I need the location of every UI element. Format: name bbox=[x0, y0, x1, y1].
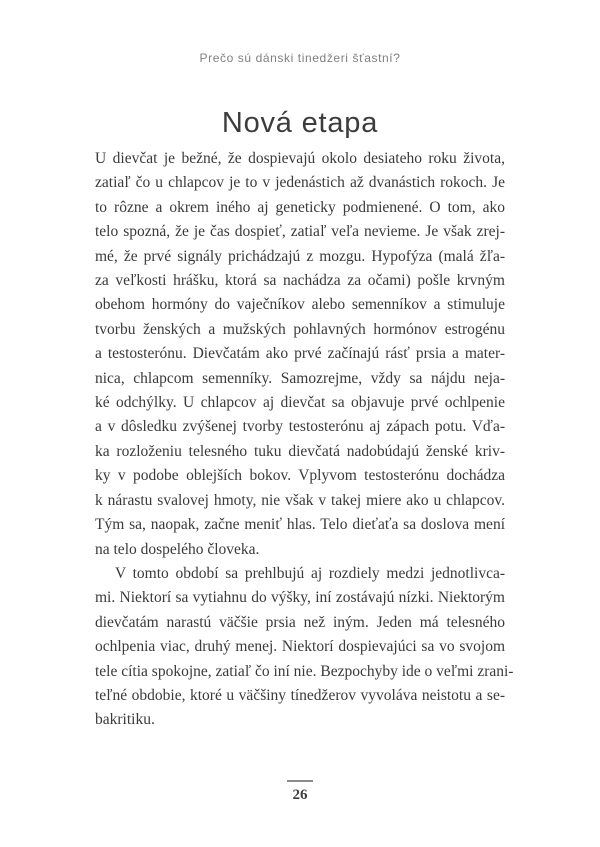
text-line: telo spozná, že je čas dospieť, zatiaľ veľa nevieme. Je však zrej- bbox=[95, 223, 505, 241]
text-line: zatiaľ čo u chlapcov je to v jedenástich až dvanástich rokoch. Je bbox=[95, 174, 505, 192]
text-line: teľné obdobie, ktoré u väčšiny tínedžerov vyvoláva neistotu a se- bbox=[95, 686, 505, 704]
text-line: ka rozloženiu telesného tuku dievčatá nadobúdajú ženské kriv- bbox=[95, 442, 505, 460]
text-line: za veľkosti hrášku, ktorá sa nachádza za očami) pošle krvným bbox=[95, 272, 505, 290]
text-line: to rôzne a okrem iného aj geneticky podmienené. O tom, ako bbox=[95, 198, 505, 216]
text-line: dievčatám narastú väčšie prsia než iným. Jeden má telesného bbox=[95, 613, 505, 631]
text-line: Tým sa, naopak, začne meniť hlas. Telo dieťaťa sa doslova mení bbox=[95, 516, 505, 534]
text-line: U dievčat je bežné, že dospievajú okolo desiateho roku života, bbox=[95, 150, 505, 167]
text-line: a v dôsledku zvýšenej tvorby testosterónu aj zápach potu. Vďa- bbox=[95, 418, 505, 436]
text-line: na telo dospelého človeka. bbox=[95, 540, 260, 558]
text-line: k nárastu svalovej hmoty, nie však v takej miere ako u chlapcov. bbox=[95, 491, 505, 509]
text-line: nica, chlapcom semenníky. Samozrejme, vždy sa nájdu neja- bbox=[95, 369, 505, 387]
text-line: tele cítia spokojne, zatiaľ čo iní nie. Bezpochyby ide o veľmi zrani- bbox=[95, 662, 514, 680]
footer-rule bbox=[287, 780, 313, 782]
text-line: mé, že prvé signály prichádzajú z mozgu. Hypofýza (malá žľa- bbox=[95, 247, 505, 265]
text-line: tvorbu ženských a mužských pohlavných hormónov estrogénu bbox=[95, 320, 505, 338]
text-line: ochlpenia viac, druhý menej. Niektorí dospievajúci sa vo svojom bbox=[95, 638, 505, 656]
page-number: 26 bbox=[292, 786, 308, 803]
running-header: Prečo sú dánski tinedžeri šťastní? bbox=[199, 51, 401, 65]
text-line: a testosterónu. Dievčatám ako prvé začínajú rásť prsia a mater- bbox=[95, 345, 505, 363]
text-line: obehom hormóny do vaječníkov alebo semenníkov a stimuluje bbox=[95, 296, 505, 314]
text-line: ky v podobe oblejších bokov. Vplyvom testosterónu dochádza bbox=[95, 467, 505, 485]
page-footer bbox=[0, 780, 600, 804]
paragraphs bbox=[95, 147, 514, 733]
text-line: ké odchýlky. U chlapcov aj dievčat sa objavuje prvé ochlpenie bbox=[95, 394, 505, 412]
chapter-title: Nová etapa bbox=[221, 107, 379, 140]
text-line: V tomto období sa prehlbujú aj rozdiely medzi jednotlivca- bbox=[115, 564, 505, 582]
text-line: mi. Niektorí sa vytiahnu do výšky, iní zostávajú nízki. Niektorým bbox=[95, 589, 505, 607]
text-line: bakritiku. bbox=[95, 711, 155, 729]
